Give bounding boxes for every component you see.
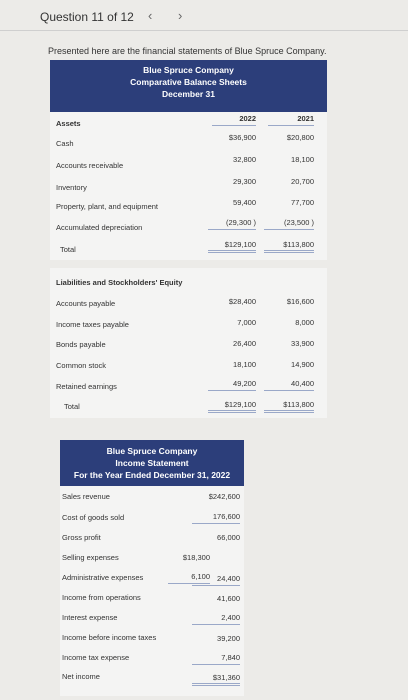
liability-2021: 40,400 — [264, 379, 314, 391]
asset-2021: 18,100 — [291, 155, 314, 164]
income-statement-header — [60, 440, 244, 486]
balance-company-name: Blue Spruce Company — [143, 65, 234, 75]
liability-label: Accounts payable — [56, 299, 116, 308]
income-row-label: Income before income taxes — [62, 633, 157, 642]
asset-2021: 77,700 — [291, 198, 314, 207]
intro-text: Presented here are the financial statements of Blue Spruce Company. — [48, 46, 327, 56]
liability-label: Retained earnings — [56, 382, 117, 391]
income-amount: 2,400 — [192, 613, 240, 625]
asset-label: Cash — [56, 139, 74, 148]
income-period: For the Year Ended December 31, 2022 — [73, 470, 231, 480]
income-subamount: $18,300 — [182, 553, 210, 562]
income-company-name: Blue Spruce Company — [106, 446, 198, 456]
liability-label: Common stock — [56, 361, 107, 370]
income-amount: $242,600 — [208, 492, 240, 501]
assets-panel — [50, 112, 327, 260]
asset-label: Accumulated depreciation — [56, 223, 143, 232]
asset-2022: $36,900 — [228, 133, 256, 142]
liability-2022: 18,100 — [233, 360, 256, 369]
income-row-label: Cost of goods sold — [62, 513, 125, 522]
header-divider — [0, 30, 408, 31]
income-row-label: Gross profit — [62, 533, 101, 542]
income-amount: 41,600 — [217, 594, 240, 603]
assets-heading: Assets — [56, 119, 81, 128]
liability-2021: 33,900 — [291, 339, 314, 348]
income-row-label: Selling expenses — [62, 553, 119, 562]
asset-2021: $20,800 — [286, 133, 314, 142]
income-amount: 7,840 — [192, 653, 240, 665]
asset-2022: 29,300 — [233, 177, 256, 186]
asset-label: Inventory — [56, 183, 87, 192]
year-2021-header: 2021 — [268, 114, 314, 126]
liability-label: Bonds payable — [56, 340, 106, 349]
question-counter: Question 11 of 12 — [40, 10, 134, 24]
income-statement-title: Income Statement — [115, 458, 189, 468]
asset-2021: 20,700 — [291, 177, 314, 186]
liability-2021: $16,600 — [286, 297, 314, 306]
liability-2022: $28,400 — [228, 297, 256, 306]
income-row-label: Income from operations — [62, 593, 141, 602]
question-header — [0, 0, 408, 34]
balance-sheet-header — [50, 60, 327, 112]
asset-label: Accounts receivable — [56, 161, 124, 170]
liabilities-total-2022: $129,100 — [208, 400, 256, 413]
income-amount: 24,400 — [192, 574, 240, 586]
assets-total-2022: $129,100 — [208, 240, 256, 253]
liabilities-heading: Liabilities and Stockholders' Equity — [56, 278, 183, 287]
income-subamount: 6,100 — [168, 572, 210, 584]
net-income-label: Net income — [62, 672, 100, 681]
balance-statement-title: Comparative Balance Sheets — [130, 77, 247, 87]
prev-question-icon[interactable]: ‹ — [148, 8, 153, 23]
income-row-label: Sales revenue — [62, 492, 110, 501]
liability-2021: 8,000 — [295, 318, 314, 327]
liability-2022: 26,400 — [233, 339, 256, 348]
income-row-label: Interest expense — [62, 613, 118, 622]
next-question-icon[interactable]: › — [178, 8, 183, 23]
assets-total-label: Total — [60, 245, 76, 254]
asset-2021: (23,500 ) — [264, 218, 314, 230]
income-row-label: Administrative expenses — [62, 573, 144, 582]
year-2022-header: 2022 — [212, 114, 256, 126]
asset-2022: (29,300 ) — [208, 218, 256, 230]
income-amount: 66,000 — [217, 533, 240, 542]
net-income-amount: $31,360 — [192, 673, 240, 686]
assets-total-2021: $113,800 — [264, 240, 314, 253]
liabilities-total-2021: $113,800 — [264, 400, 314, 413]
liability-2022: 49,200 — [208, 379, 256, 391]
income-amount: 176,600 — [192, 512, 240, 524]
liability-2022: 7,000 — [237, 318, 256, 327]
liability-2021: 14,900 — [291, 360, 314, 369]
liability-label: Income taxes payable — [56, 320, 129, 329]
liabilities-total-label: Total — [64, 402, 80, 411]
liabilities-panel — [50, 268, 327, 418]
asset-2022: 32,800 — [233, 155, 256, 164]
income-row-label: Income tax expense — [62, 653, 130, 662]
income-panel — [60, 486, 244, 696]
asset-label: Property, plant, and equipment — [56, 202, 159, 211]
income-amount: 39,200 — [217, 634, 240, 643]
asset-2022: 59,400 — [233, 198, 256, 207]
balance-date: December 31 — [162, 89, 215, 99]
